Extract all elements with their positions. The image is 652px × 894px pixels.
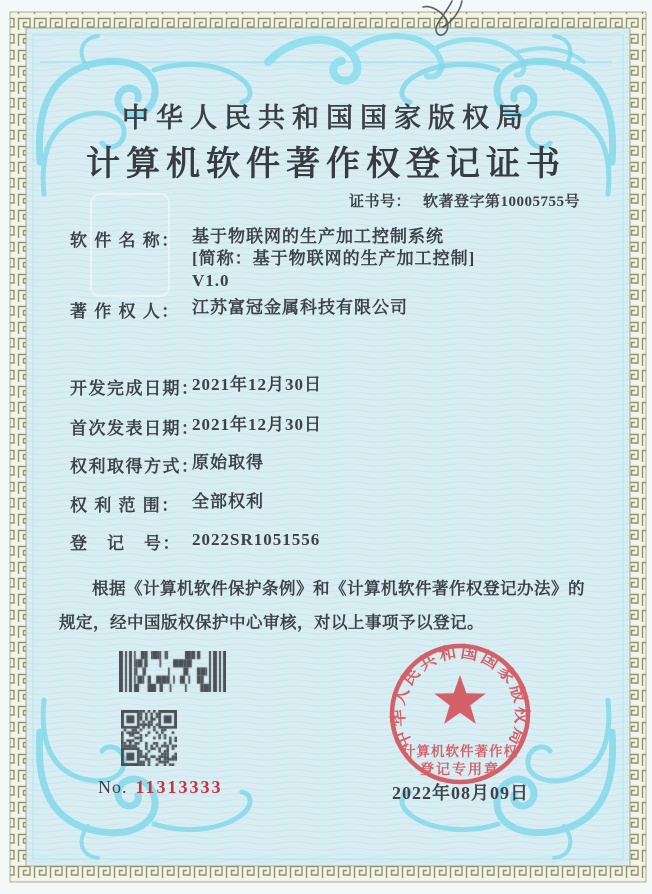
registration-statement: 根据《计算机软件保护条例》和《计算机软件著作权登记办法》的规定，经中国版权保护中心审核，对以上事项予以登记。: [59, 579, 585, 632]
seal-line1: 计算机软件著作权: [402, 744, 518, 759]
seal-star-icon: [434, 675, 485, 724]
certificate-number-label: 证书号：: [348, 194, 411, 210]
seal-line2: 登记专用章: [420, 763, 500, 778]
field-label: 权利取得方式：: [70, 457, 200, 476]
serial-number-line: [98, 777, 223, 798]
qr-code-icon: [121, 710, 177, 766]
software-short-name: [简称：基于物联网的生产加工控制]: [192, 249, 476, 268]
dev-complete-date: 2021年12月30日: [192, 375, 322, 394]
certificate-title: 计算机软件著作权登记证书: [86, 146, 566, 183]
field-label: 软 件 名 称：: [70, 231, 180, 250]
certificate-number-value: 软著登字第10005755号: [422, 194, 580, 210]
serial-prefix: No.: [98, 777, 128, 797]
field-label: 登 记 号：: [70, 534, 181, 553]
rights-scope: 全部权利: [192, 492, 264, 511]
field-label: 权 利 范 围：: [70, 496, 180, 515]
official-seal-icon: [378, 636, 542, 800]
software-name: 基于物联网的生产加工控制系统: [192, 227, 444, 246]
software-version: V1.0: [192, 271, 230, 290]
acquisition-method: 原始取得: [192, 453, 264, 472]
first-publish-date: 2021年12月30日: [192, 415, 322, 434]
field-label: 首次发表日期：: [70, 419, 200, 438]
certificate-number-line: [349, 190, 580, 211]
serial-number: 11313333: [135, 777, 223, 797]
barcode-2d-icon: [119, 651, 226, 692]
field-value: [192, 226, 572, 292]
copyright-owner: 江苏富冠金属科技有限公司: [192, 298, 408, 317]
issue-date: 2022年08月09日: [392, 783, 529, 803]
issuing-authority-title: 中华人民共和国国家版权局: [122, 103, 530, 133]
field-label: 著 作 权 人：: [70, 302, 180, 321]
registration-number: 2022SR1051556: [192, 530, 321, 549]
pen-scribble-icon: [400, 0, 500, 50]
seal-ring-text: 中华人民共和国国家版权局: [388, 642, 532, 751]
field-label: 开发完成日期：: [70, 379, 200, 398]
